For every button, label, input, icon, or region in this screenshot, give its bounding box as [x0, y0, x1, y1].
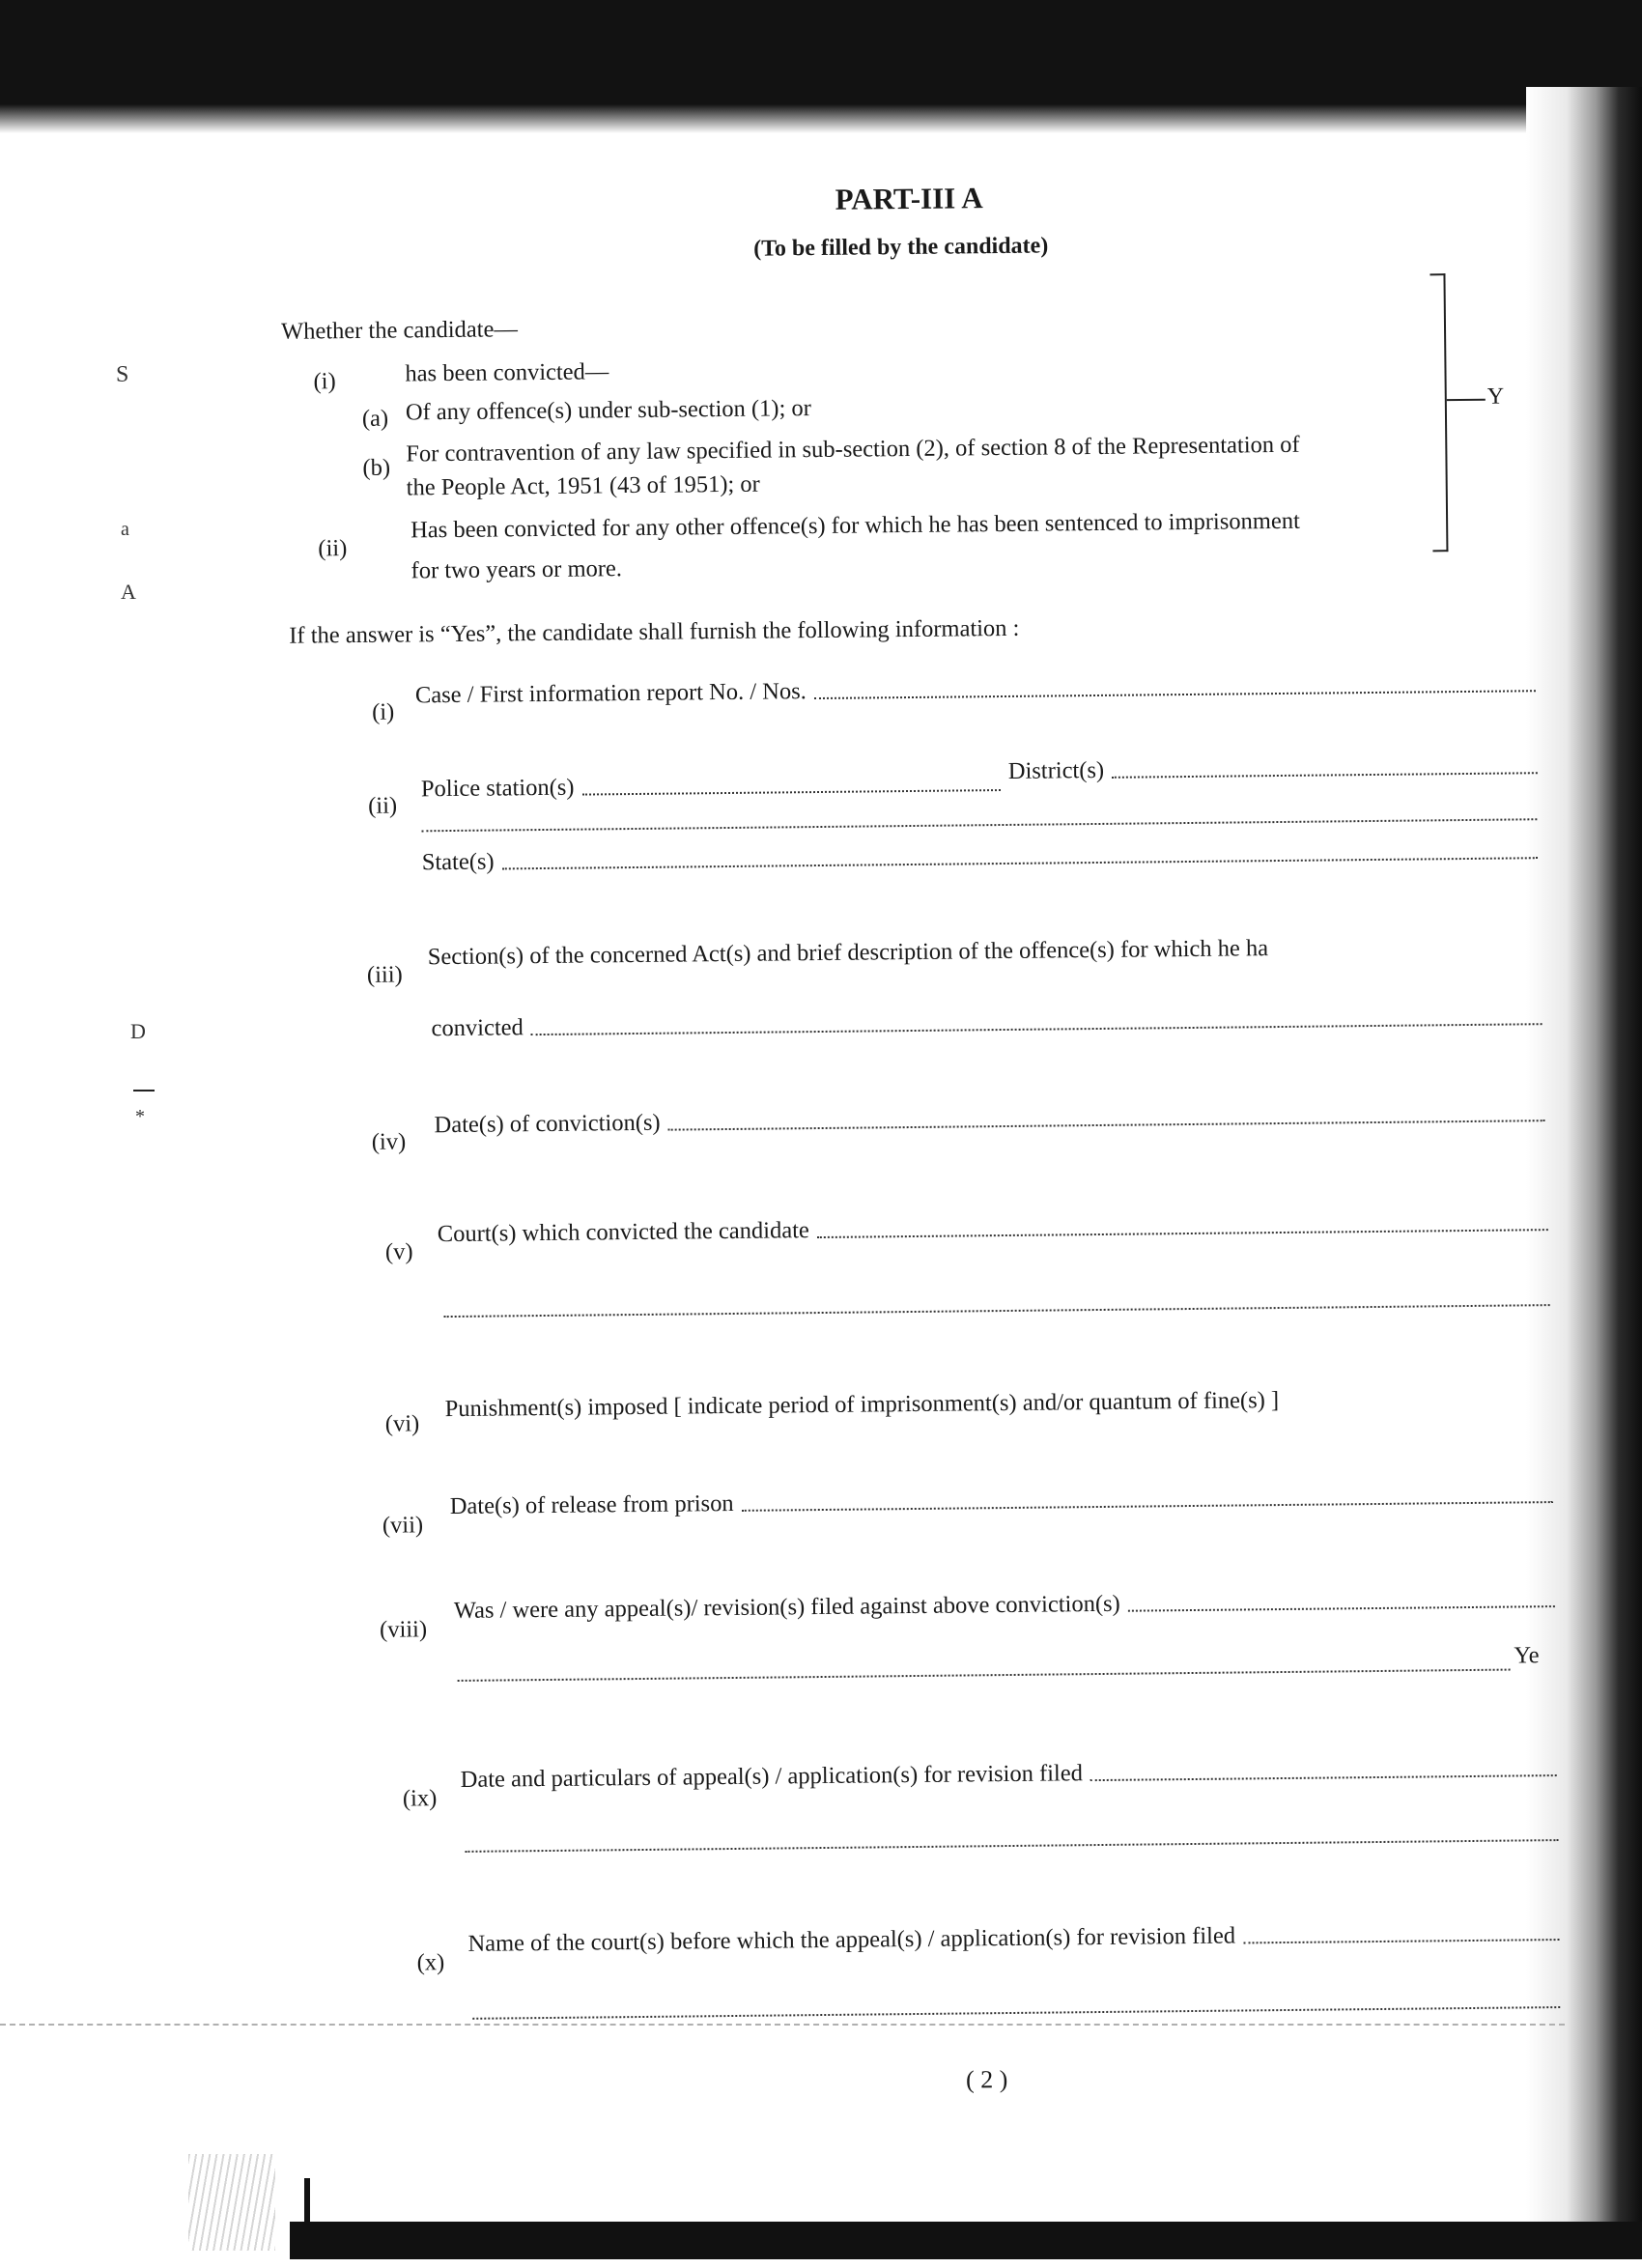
- field-iv[interactable]: [434, 1098, 1544, 1139]
- field-iii-label: Section(s) of the concerned Act(s) and brief description of the offence(s) for which he ha: [427, 935, 1269, 971]
- margin-mark-s: S: [116, 362, 129, 387]
- item-b-num: (b): [362, 454, 391, 481]
- field-i-label: Case / First information report No. / Nos.: [414, 678, 807, 709]
- field-viii-blank[interactable]: [1128, 1605, 1555, 1612]
- field-ix-num: (ix): [402, 1785, 438, 1812]
- item-ii-text-2: for two years or more.: [410, 555, 623, 584]
- field-iv-num: (iv): [371, 1128, 407, 1155]
- answer-bracket-label: Y: [1486, 383, 1505, 410]
- field-viii-continuation[interactable]: [458, 1669, 1511, 1682]
- field-vii-blank[interactable]: [742, 1501, 1553, 1512]
- answer-bracket: [1430, 273, 1448, 552]
- field-viii-label: Was / were any appeal(s)/ revision(s) filed against above conviction(s): [453, 1590, 1120, 1625]
- field-x-label: Name of the court(s) before which the appeal(s) / application(s) for revision filed: [467, 1922, 1236, 1957]
- field-ii-police[interactable]: [421, 768, 1001, 803]
- field-x[interactable]: [467, 1917, 1559, 1958]
- field-iv-label: Date(s) of conviction(s): [434, 1109, 661, 1139]
- field-ii-state[interactable]: [422, 836, 1538, 876]
- item-b-text-1: For contravention of any law specified in sub-section (2), of section 8 of the Representation of: [406, 431, 1300, 468]
- field-ii-continuation[interactable]: [421, 818, 1537, 832]
- page-subtitle: (To be filled by the candidate): [752, 233, 1049, 262]
- field-ix-continuation[interactable]: [465, 1839, 1558, 1853]
- field-vi-num: (vi): [384, 1410, 420, 1437]
- field-iii-blank[interactable]: [531, 1023, 1543, 1035]
- field-iii[interactable]: [431, 1002, 1542, 1042]
- field-ii-state-label: State(s): [421, 848, 495, 876]
- field-vii-label: Date(s) of release from prison: [449, 1489, 734, 1520]
- item-a-text: Of any offence(s) under sub-section (1); or: [405, 395, 811, 426]
- field-v-blank[interactable]: [817, 1229, 1548, 1238]
- field-i[interactable]: [415, 668, 1536, 709]
- field-viii-num: (viii): [379, 1616, 428, 1643]
- field-ii-label: Police station(s): [420, 774, 575, 803]
- field-viii[interactable]: [454, 1584, 1555, 1625]
- field-x-continuation[interactable]: [472, 2006, 1560, 2020]
- margin-mark-a-upper: A: [121, 580, 136, 604]
- item-a-num: (a): [361, 405, 389, 432]
- field-i-num: (i): [371, 698, 395, 725]
- field-v[interactable]: [438, 1207, 1548, 1248]
- field-v-continuation[interactable]: [444, 1304, 1550, 1318]
- field-vii-num: (vii): [382, 1512, 424, 1539]
- field-iii-num: (iii): [366, 961, 403, 988]
- instruction-text: If the answer is “Yes”, the candidate shall furnish the following information :: [289, 614, 1020, 649]
- field-x-num: (x): [416, 1949, 445, 1976]
- item-i-num: (i): [313, 368, 336, 395]
- item-b-text-2: the People Act, 1951 (43 of 1951); or: [406, 470, 760, 501]
- field-viii-end: Ye: [1514, 1642, 1540, 1669]
- field-ii-num: (ii): [368, 792, 398, 819]
- margin-mark-d: D: [130, 1019, 146, 1043]
- field-vii[interactable]: [450, 1480, 1553, 1520]
- field-x-blank[interactable]: [1243, 1939, 1559, 1943]
- field-ii-state-blank[interactable]: [502, 857, 1538, 869]
- field-ix[interactable]: [461, 1753, 1557, 1794]
- field-ix-label: Date and particulars of appeal(s) / application(s) for revision filed: [460, 1760, 1084, 1793]
- field-v-label: Court(s) which convicted the candidate: [437, 1217, 809, 1248]
- field-iv-blank[interactable]: [668, 1120, 1545, 1131]
- field-i-blank[interactable]: [814, 690, 1536, 699]
- page-title: PART-III A: [835, 181, 983, 216]
- field-ii-police-blank[interactable]: [582, 789, 1001, 796]
- field-v-num: (v): [384, 1238, 413, 1265]
- item-ii-num: (ii): [318, 535, 348, 562]
- field-ix-blank[interactable]: [1090, 1774, 1557, 1781]
- margin-mark-a: a: [121, 519, 129, 540]
- margin-mark-star: *: [135, 1106, 145, 1127]
- item-ii-text-1: Has been convicted for any other offence(s) for which he has been sentenced to imprisonment: [410, 507, 1300, 544]
- field-iii-label-2: convicted: [431, 1014, 524, 1042]
- answer-bracket-tick: [1447, 399, 1486, 401]
- field-ii-district-blank[interactable]: [1112, 772, 1538, 779]
- field-ii-district-label: District(s): [1007, 756, 1105, 784]
- page-number: ( 2 ): [965, 2065, 1008, 2094]
- field-vi-label: Punishment(s) imposed [ indicate period of imprisonment(s) and/or quantum of fine(s) ]: [444, 1387, 1280, 1423]
- item-i-text: has been convicted—: [405, 358, 609, 387]
- field-ii-district[interactable]: [1008, 751, 1538, 785]
- intro-lead: Whether the candidate—: [280, 316, 519, 345]
